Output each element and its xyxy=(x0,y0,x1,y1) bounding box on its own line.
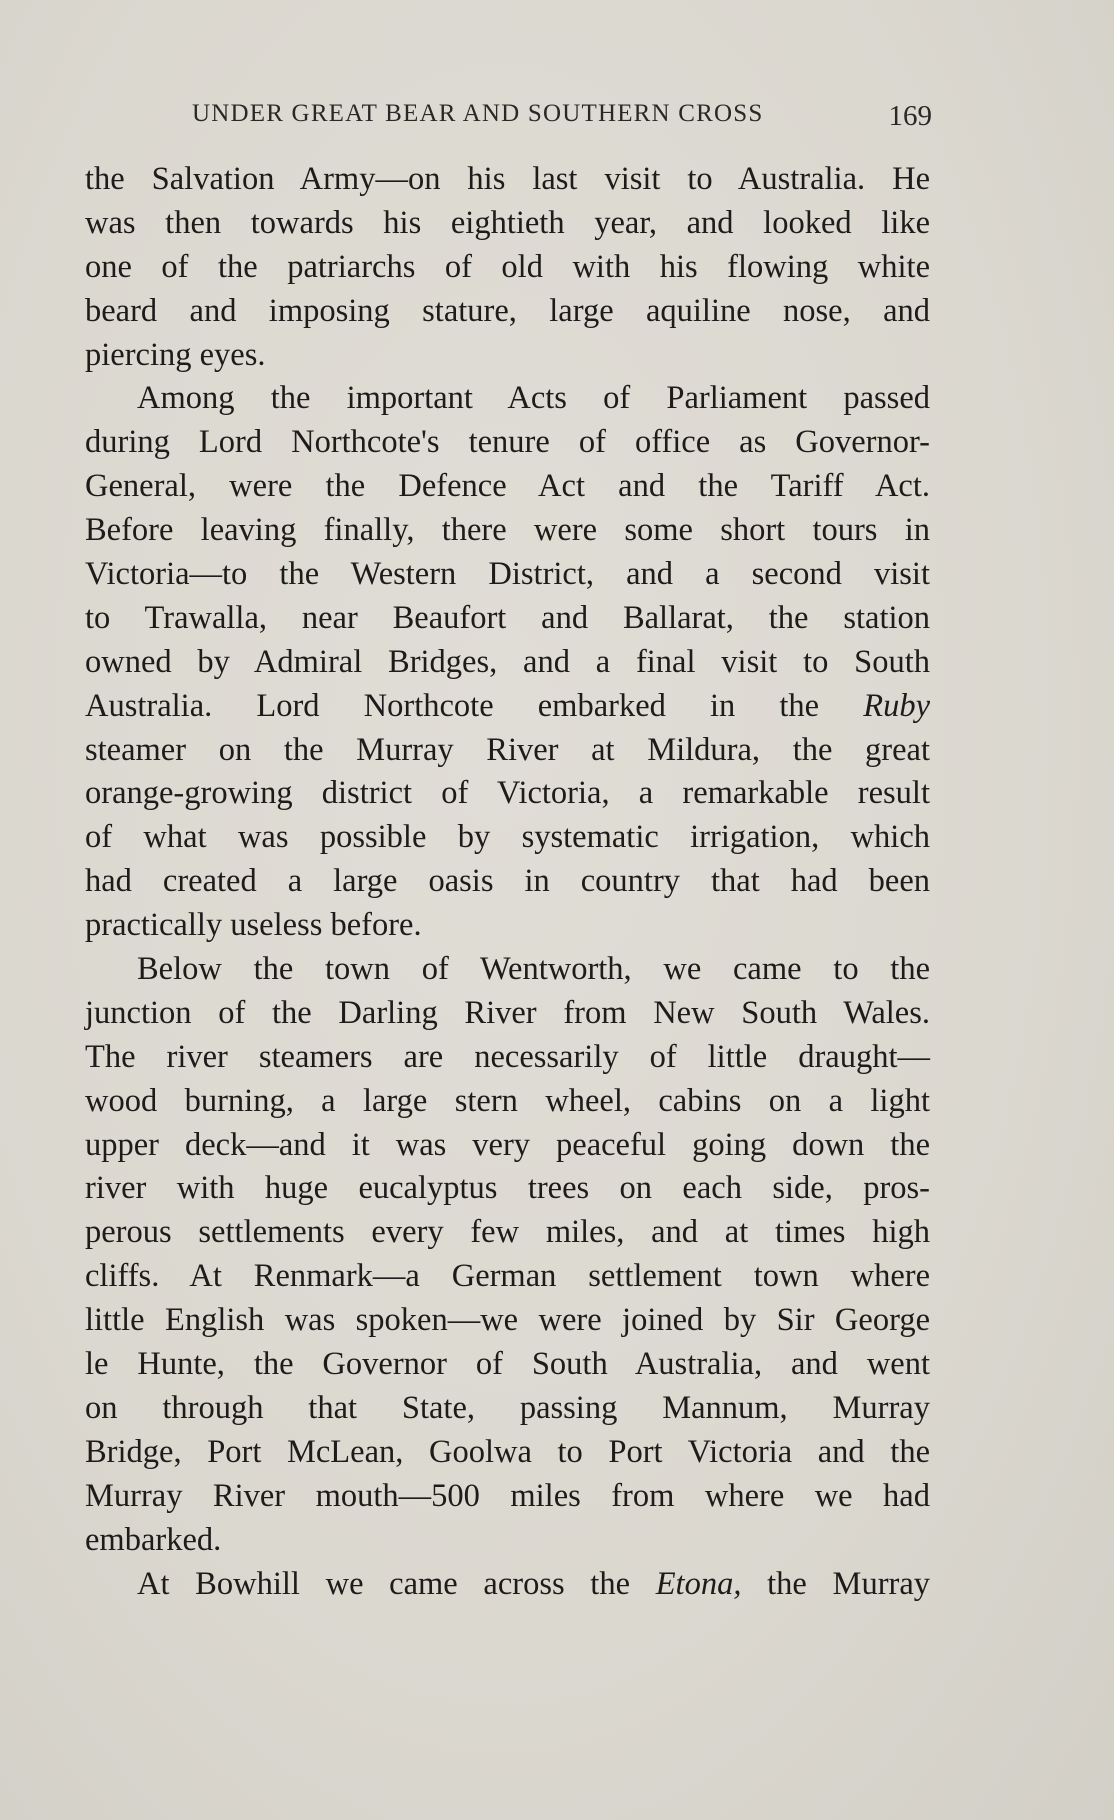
text-line: little English was spoken—we were joined by Sir George xyxy=(85,1302,930,1339)
paragraph xyxy=(85,377,930,948)
text-line: The river steamers are necessarily of little draught— xyxy=(85,1038,930,1075)
text-line: le Hunte, the Governor of South Australia, and went xyxy=(85,1346,930,1383)
italic-ship-name: Ruby xyxy=(863,687,930,724)
text-line: the Salvation Army—on his last visit to Australia. He xyxy=(85,161,930,197)
text-line: junction of the Darling River from New South Wales. xyxy=(85,994,930,1031)
text-line: cliffs. At Renmark—a German settlement town where xyxy=(85,1258,930,1295)
text-line: during Lord Northcote's tenure of office as Governor- xyxy=(85,424,930,461)
text-line xyxy=(85,685,930,729)
text-line: practically useless before. xyxy=(85,907,422,944)
paragraph xyxy=(85,1563,930,1607)
text-line: upper deck—and it was very peaceful going down the xyxy=(85,1126,930,1163)
text-line: embarked. xyxy=(85,1521,222,1558)
text-line: to Trawalla, near Beaufort and Ballarat, the station xyxy=(85,599,930,636)
text-line: was then towards his eightieth year, and looked like xyxy=(85,204,930,241)
text-line: Before leaving finally, there were some short tours in xyxy=(85,512,930,549)
page-number: 169 xyxy=(888,100,932,132)
text-line: had created a large oasis in country that had been xyxy=(85,863,930,900)
paragraph xyxy=(85,158,930,377)
text-line: Below the town of Wentworth, we came to the xyxy=(137,951,930,988)
text-line: Among the important Acts of Parliament passed xyxy=(137,380,930,417)
text-line: on through that State, passing Mannum, Murray xyxy=(85,1389,930,1426)
text-line: of what was possible by systematic irrigation, which xyxy=(85,819,930,856)
text-line: beard and imposing stature, large aquiline nose, and xyxy=(85,292,930,329)
text-line: Murray River mouth—500 miles from where we had xyxy=(85,1477,930,1514)
paragraph xyxy=(85,948,930,1562)
text-line: owned by Admiral Bridges, and a final visit to South xyxy=(85,643,930,680)
text-line: steamer on the Murray River at Mildura, the great xyxy=(85,731,930,768)
text-segment: At Bowhill we came across the xyxy=(137,1565,631,1602)
text-line: piercing eyes. xyxy=(85,336,266,373)
text-line: river with huge eucalyptus trees on each side, pros- xyxy=(85,1170,930,1207)
text-segment: the Murray xyxy=(767,1565,931,1602)
text-line xyxy=(85,1563,930,1607)
text-line: General, were the Defence Act and the Tariff Act. xyxy=(85,468,930,505)
running-title: UNDER GREAT BEAR AND SOUTHERN CROSS xyxy=(192,100,764,127)
italic-ship-name: Etona, xyxy=(655,1565,742,1602)
text-line: Victoria—to the Western District, and a second visit xyxy=(85,556,930,593)
text-line: one of the patriarchs of old with his flowing white xyxy=(85,248,930,285)
text-line: perous settlements every few miles, and at times high xyxy=(85,1214,930,1251)
text-line: wood burning, a large stern wheel, cabins on a light xyxy=(85,1082,930,1119)
text-segment: Australia. Lord Northcote embarked in the xyxy=(85,687,820,724)
text-line: orange-growing district of Victoria, a remarkable result xyxy=(85,775,930,812)
body-text xyxy=(85,158,930,1606)
text-line: Bridge, Port McLean, Goolwa to Port Victoria and the xyxy=(85,1433,930,1470)
